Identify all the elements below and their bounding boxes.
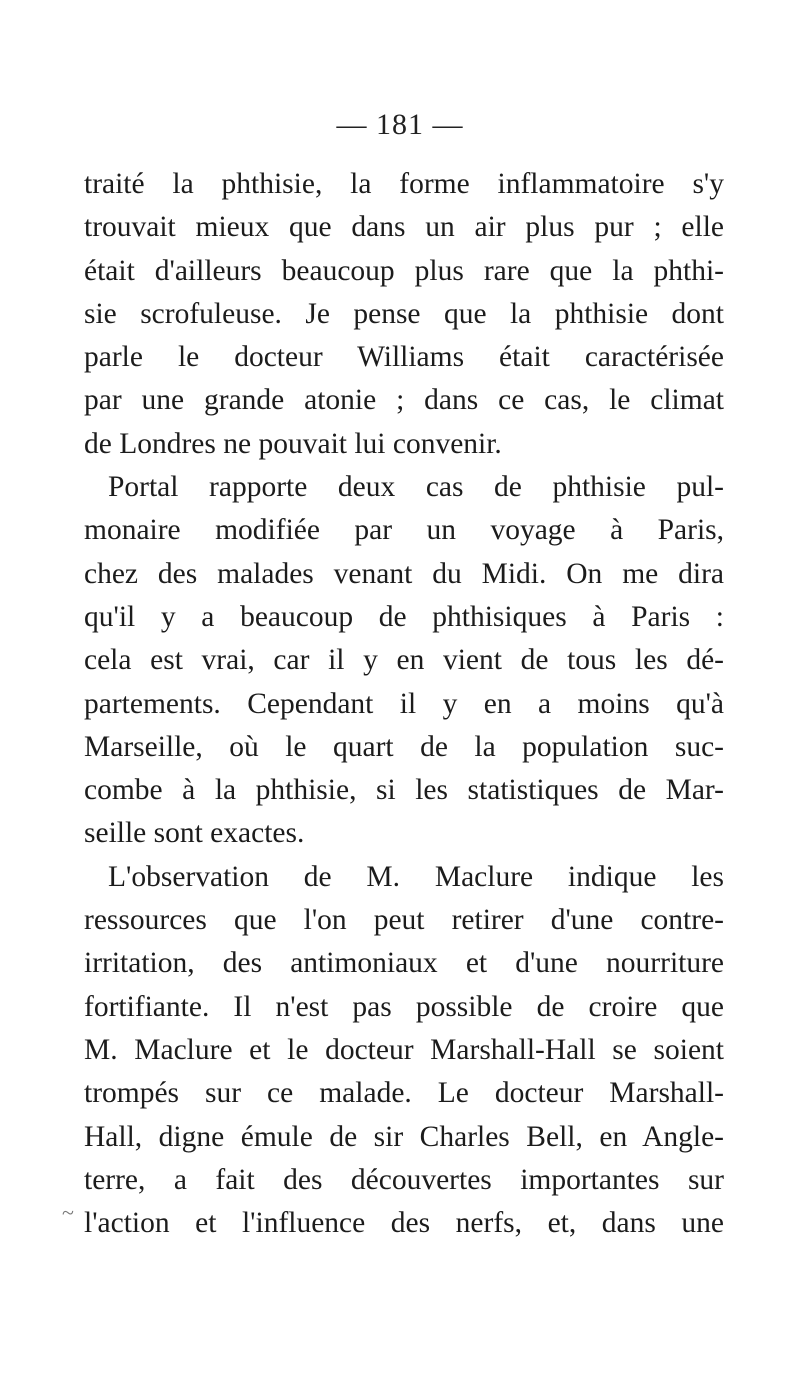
page-number: — 181 —	[336, 108, 464, 141]
text-line: de Londres ne pouvait lui convenir.	[84, 427, 502, 460]
text-line: irritation, des antimoniaux et d'une nourriture	[84, 947, 724, 980]
text-line: trouvait mieux que dans un air plus pur ; elle	[84, 211, 724, 244]
text-line: parle le docteur Williams était caractérisée	[84, 341, 724, 374]
text-line: combe à la phthisie, si les statistiques de Mar-	[84, 774, 724, 807]
text-line: l'action et l'influence des nerfs, et, dans une	[84, 1207, 724, 1240]
text-line: M. Maclure et le docteur Marshall-Hall se soient	[84, 1033, 724, 1066]
text-line: partements. Cependant il y en a moins qu'à	[84, 687, 724, 720]
margin-mark: ~	[62, 1200, 74, 1225]
text-line: monaire modifiée par un voyage à Paris,	[84, 514, 724, 547]
text-line: fortifiante. Il n'est pas possible de croire que	[84, 990, 724, 1023]
text-line: qu'il y a beaucoup de phthisiques à Paris :	[84, 600, 724, 633]
text-line: terre, a fait des découvertes importantes sur	[84, 1163, 724, 1196]
text-line: L'observation de M. Maclure indique les	[108, 860, 724, 893]
text-line: était d'ailleurs beaucoup plus rare que la phthi-	[84, 254, 724, 287]
text-line: sie scrofuleuse. Je pense que la phthisie dont	[84, 297, 724, 330]
text-line: traité la phthisie, la forme inflammatoire s'y	[84, 168, 724, 200]
text-line: Hall, digne émule de sir Charles Bell, en Angle-	[84, 1120, 724, 1153]
text-line: Marseille, où le quart de la population suc-	[84, 730, 724, 763]
text-line: trompés sur ce malade. Le docteur Marshall-	[84, 1077, 724, 1110]
text-line: seille sont exactes.	[84, 817, 305, 850]
text-line: par une grande atonie ; dans ce cas, le climat	[84, 384, 724, 417]
text-line: ressources que l'on peut retirer d'une contre-	[84, 904, 724, 937]
text-line: Portal rapporte deux cas de phthisie pul-	[108, 471, 724, 504]
text-line: chez des malades venant du Midi. On me dira	[84, 557, 724, 590]
body-text	[84, 163, 724, 1245]
text-line: cela est vrai, car il y en vient de tous les dé-	[84, 644, 724, 677]
